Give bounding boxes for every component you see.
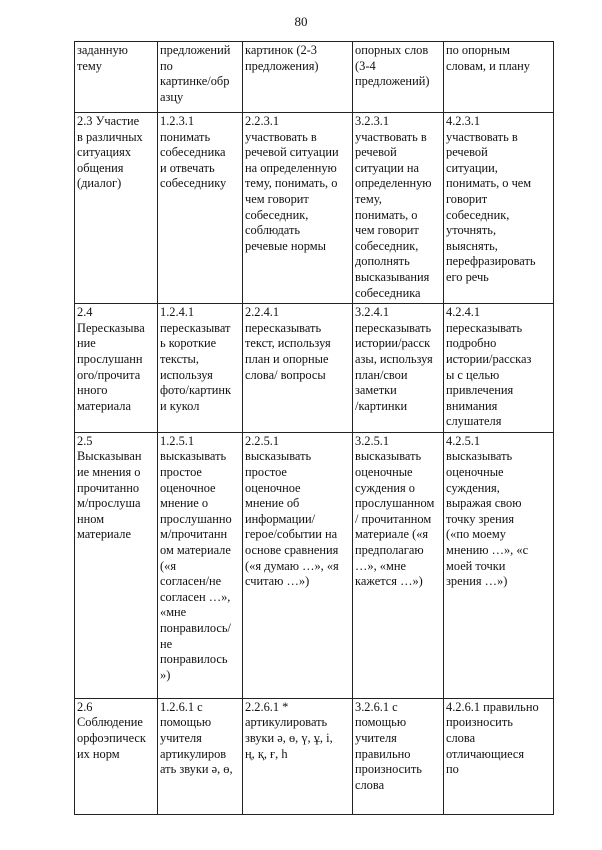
grade-2-cell (243, 698, 353, 814)
grade-1-cell (158, 42, 243, 113)
page-number: 80 (294, 14, 308, 29)
grade-2-cell (243, 304, 353, 433)
cell-text: 4.2.4.1 пересказывать подробно истории/рассказ ы с целью привлечения внимания слушателя (446, 305, 532, 429)
curriculum-table (74, 41, 554, 815)
cell-text: 2.5 Высказыван ие мнения о прочитанно м/прослуша нном материале (77, 433, 142, 542)
cell-text: 3.2.4.1 пересказывать истории/расск азы, используя план/свои заметки /картинки (355, 305, 433, 413)
cell-text: 4.2.5.1 высказывать оценочные суждения, выражая свою точку зрения («по моему мнению …», «с моей точки зрения …») (446, 433, 529, 589)
skill-cell (75, 304, 158, 433)
cell-text: 1.2.4.1 пересказыват ь короткие тексты, используя фото/картинк и кукол (160, 305, 232, 413)
cell-text: картинок (2-3 предложения) (245, 43, 319, 73)
grade-4-cell (444, 698, 554, 814)
cell-text: 2.6 Соблюдение орфоэпическ их норм (77, 699, 146, 761)
cell-text: 3.2.6.1 с помощью учителя правильно произносить слова (355, 699, 422, 792)
cell-text: предложений по картинке/обр азцу (160, 43, 231, 104)
grade-3-cell (353, 113, 444, 304)
grade-4-cell (444, 304, 554, 433)
cell-text: 2.4 Пересказыва ние прослушанн ого/прочита нного материала (77, 305, 145, 413)
skill-cell (75, 432, 158, 698)
grade-3-cell (353, 304, 444, 433)
cell-text: заданную тему (77, 43, 128, 73)
skill-cell (75, 113, 158, 304)
grade-4-cell (444, 42, 554, 113)
cell-text: по опорным словам, и плану (446, 43, 530, 73)
table-row (75, 698, 554, 814)
cell-text: 3.2.5.1 высказывать оценочные суждения о прослушанном / прочитанном материале («я предполагаю …», «мне кажется …») (355, 433, 435, 589)
cell-text: 2.2.3.1 участвовать в речевой ситуации на определенную тему, понимать, о чем говорит собеседник, соблюдать речевые нормы (245, 114, 339, 253)
cell-text: 2.3 Участие в различных ситуациях общения (диалог) (77, 114, 143, 191)
table-row (75, 42, 554, 113)
table-row (75, 304, 554, 433)
grade-2-cell (243, 42, 353, 113)
cell-text: 1.2.3.1 понимать собеседника и отвечать собеседнику (160, 114, 227, 191)
cell-text: 2.2.6.1 * артикулировать звуки ә, ө, ү, ұ, і, ң, қ, ғ, һ (245, 699, 333, 761)
cell-text: 1.2.6.1 с помощью учителя артикулиров ать звуки ә, ө, (160, 699, 233, 777)
cell-text: 2.2.5.1 высказывать простое оценочное мнение об информации/ герое/событии на основе сравнения («я думаю …», «я считаю …») (245, 433, 339, 589)
grade-3-cell (353, 432, 444, 698)
grade-1-cell (158, 432, 243, 698)
cell-text: 4.2.3.1 участвовать в речевой ситуации, понимать, о чем говорит собеседник, уточнять, выяснять, перефразировать его речь (446, 114, 536, 284)
cell-text: 2.2.4.1 пересказывать текст, используя план и опорные слова/ вопросы (245, 305, 331, 382)
skill-cell (75, 698, 158, 814)
grade-1-cell (158, 304, 243, 433)
cell-text: опорных слов (3-4 предложений) (355, 43, 430, 89)
table-row (75, 113, 554, 304)
grade-2-cell (243, 113, 353, 304)
grade-1-cell (158, 113, 243, 304)
skill-cell (75, 42, 158, 113)
grade-3-cell (353, 698, 444, 814)
grade-3-cell (353, 42, 444, 113)
cell-text: 1.2.5.1 высказывать простое оценочное мнение о прослушанно м/прочитанн ом материале («я согласен/не согласен …», «мне понравилось/ не понравилось ») (160, 433, 232, 682)
grade-4-cell (444, 113, 554, 304)
grade-2-cell (243, 432, 353, 698)
grade-4-cell (444, 432, 554, 698)
cell-text: 4.2.6.1 правильно произносить слова отличающиеся по (446, 699, 539, 777)
table-row (75, 432, 554, 698)
cell-text: 3.2.3.1 участвовать в речевой ситуации на определенную тему, понимать, о чем говорит собеседник, дополнять высказывания собеседника (355, 114, 432, 300)
grade-1-cell (158, 698, 243, 814)
